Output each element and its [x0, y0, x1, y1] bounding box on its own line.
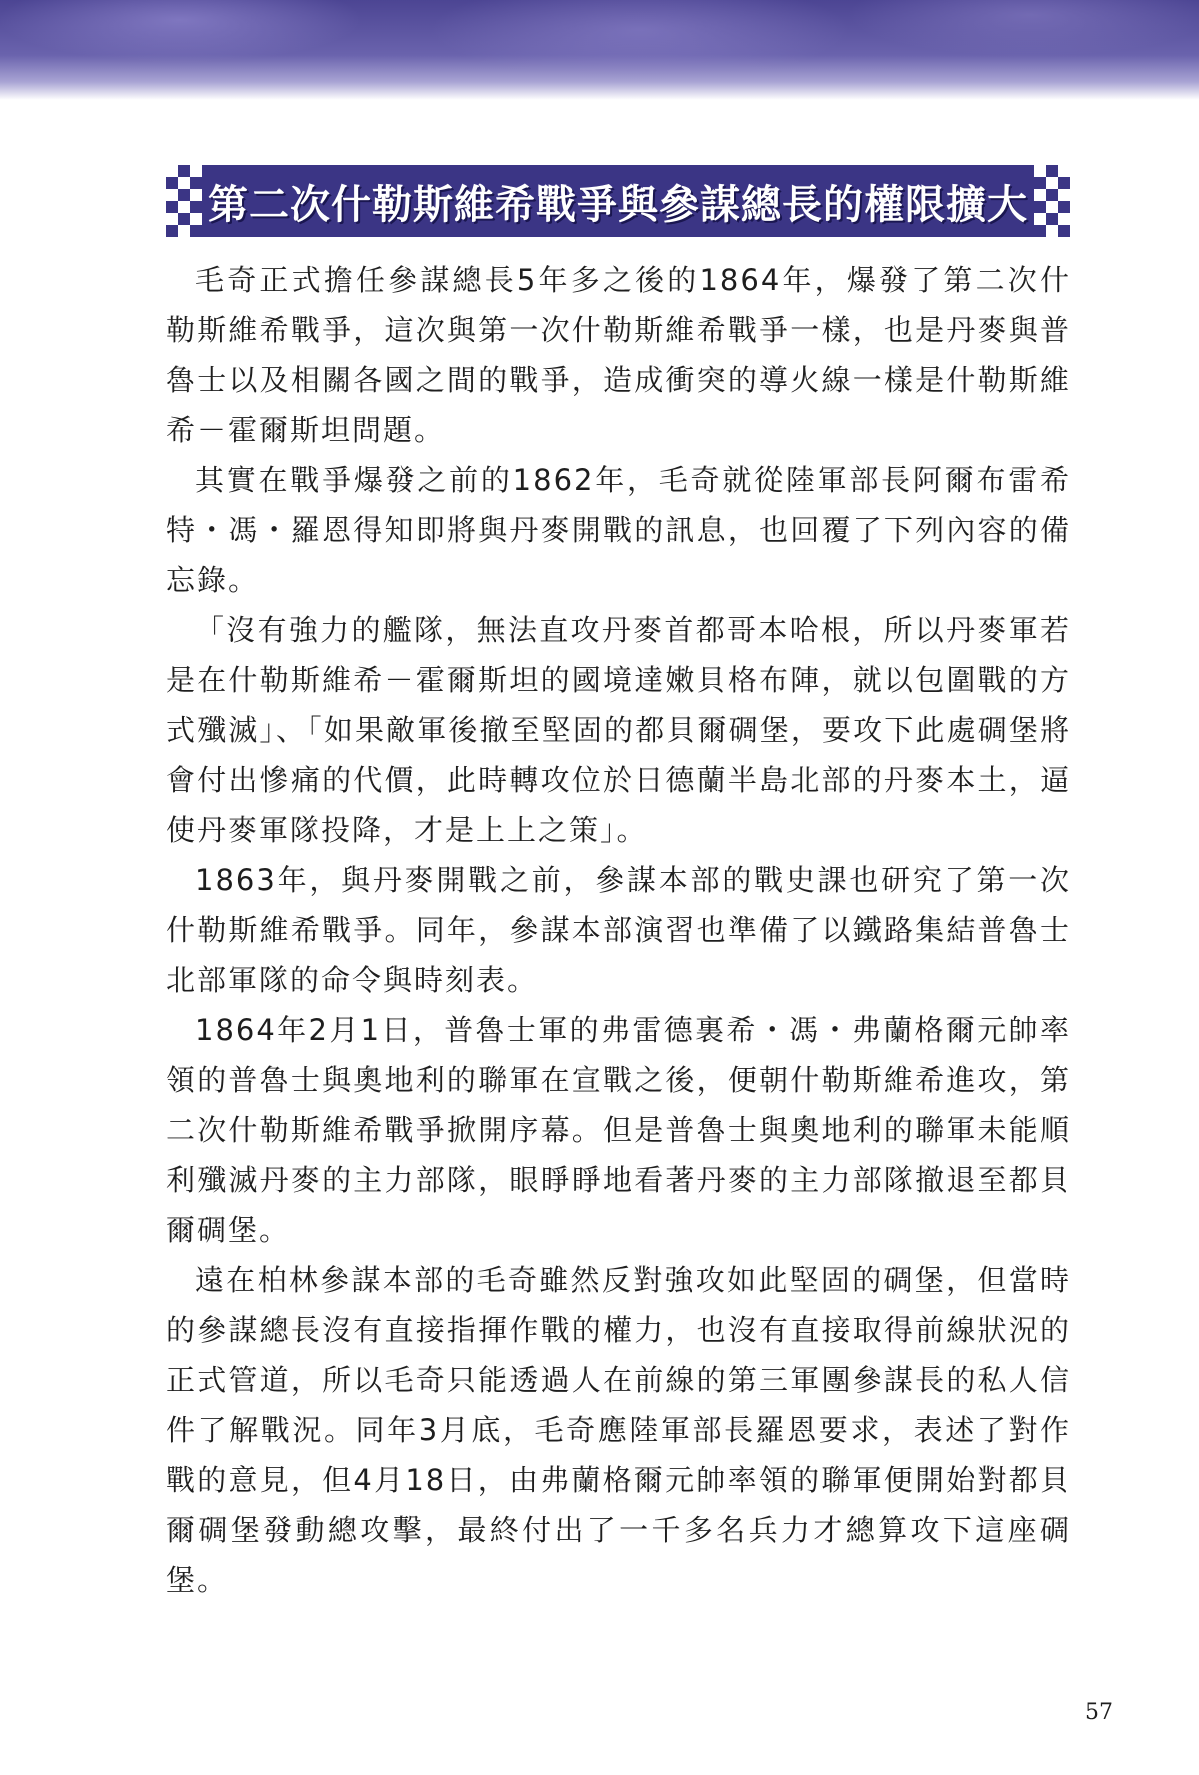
section-title: 第二次什勒斯維希戰爭與參謀總長的權限擴大: [208, 181, 1028, 228]
section-title-bar: [166, 165, 1070, 237]
title-background: [202, 165, 1034, 237]
paragraph-5: 1864年2月1日，普魯士軍的弗雷德裏希・馮・弗蘭格爾元帥率領的普魯士與奧地利的聯軍在宣戰之後，便朝什勒斯維希進攻，第二次什勒斯維希戰爭掀開序幕。但是普魯士與奧地利的聯軍未能順利殲滅丹麥的主力部隊，眼睜睜地看著丹麥的主力部隊撤退至都貝爾碉堡。: [166, 1013, 1071, 1247]
paragraph-6: 遠在柏林參謀本部的毛奇雖然反對強攻如此堅固的碉堡，但當時的參謀總長沒有直接指揮作戰的權力，也沒有直接取得前線狀況的正式管道，所以毛奇只能透過人在前線的第三軍團參謀長的私人信件了解戰況。同年3月底，毛奇應陸軍部長羅恩要求，表述了對作戰的意見，但4月18日，由弗蘭格爾元帥率領的聯軍便開始對都貝爾碉堡發動總攻擊，最終付出了一千多名兵力才總算攻下這座碉堡。: [166, 1263, 1071, 1597]
paragraph-1: 毛奇正式擔任參謀總長5年多之後的1864年，爆發了第二次什勒斯維希戰爭，這次與第一次什勒斯維希戰爭一樣，也是丹麥與普魯士以及相關各國之間的戰爭，造成衝突的導火線一樣是什勒斯維希－霍爾斯坦問題。: [166, 263, 1071, 447]
paragraph-2: 其實在戰爭爆發之前的1862年，毛奇就從陸軍部長阿爾布雷希特・馮・羅恩得知即將與丹麥開戰的訊息，也回覆了下列內容的備忘錄。: [166, 463, 1071, 597]
checker-decoration-left: [166, 165, 202, 237]
body-text: [166, 255, 1071, 1605]
page-number: 57: [1085, 1700, 1113, 1725]
top-banner: [0, 0, 1199, 100]
paragraph-3: 「沒有強力的艦隊，無法直攻丹麥首都哥本哈根，所以丹麥軍若是在什勒斯維希－霍爾斯坦的國境達嫩貝格布陣，就以包圍戰的方式殲滅」、「如果敵軍後撤至堅固的都貝爾碉堡，要攻下此處碉堡將會付出慘痛的代價，此時轉攻位於日德蘭半島北部的丹麥本土，逼使丹麥軍隊投降，才是上上之策」。: [166, 613, 1071, 847]
checker-decoration-right: [1034, 165, 1070, 237]
paragraph-4: 1863年，與丹麥開戰之前，參謀本部的戰史課也研究了第一次什勒斯維希戰爭。同年，參謀本部演習也準備了以鐵路集結普魯士北部軍隊的命令與時刻表。: [166, 863, 1071, 997]
